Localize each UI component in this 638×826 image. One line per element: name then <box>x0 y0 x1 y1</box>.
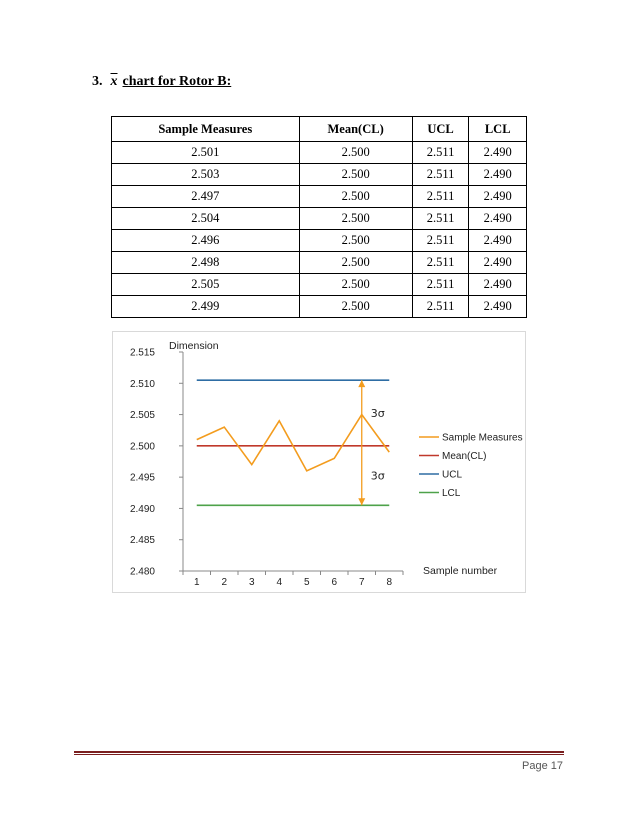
table-cell: 2.500 <box>299 252 412 274</box>
table-cell: 2.511 <box>412 186 469 208</box>
table-cell: 2.490 <box>469 186 527 208</box>
table-body <box>112 142 527 318</box>
y-tick-label: 2.480 <box>129 566 155 578</box>
table-cell: 2.500 <box>299 186 412 208</box>
table-cell: 2.511 <box>412 142 469 164</box>
table-cell: 2.511 <box>412 230 469 252</box>
legend-label: Mean(CL) <box>442 451 487 462</box>
table-cell: 2.504 <box>112 208 300 230</box>
column-header: Sample Measures <box>112 117 300 142</box>
section-heading <box>92 74 231 90</box>
rotor-b-table <box>111 116 527 318</box>
y-tick-label: 2.500 <box>129 441 155 453</box>
table-cell: 2.511 <box>412 208 469 230</box>
footer-rule-thick <box>74 751 564 753</box>
table-cell: 2.490 <box>469 296 527 318</box>
x-tick-label: 8 <box>386 577 393 588</box>
legend-label: Sample Measures <box>442 432 523 444</box>
x-bar-symbol: $\overline{x}$ <box>110 74 118 89</box>
page-number: Page 17 <box>522 760 563 772</box>
table-row <box>112 186 527 208</box>
table-row <box>112 142 527 164</box>
table-cell: 2.500 <box>299 208 412 230</box>
table-cell: 2.490 <box>469 142 527 164</box>
sigma-arrow-head <box>358 380 365 387</box>
legend-label: UCL <box>442 469 463 481</box>
table-cell: 2.497 <box>112 186 300 208</box>
table-row <box>112 274 527 296</box>
x-tick-label: 1 <box>193 577 200 588</box>
column-header: UCL <box>412 117 469 142</box>
sigma-arrow-head <box>358 498 365 505</box>
table-header-row <box>112 117 527 142</box>
x-tick-label: 5 <box>303 577 310 588</box>
x-tick-label: 7 <box>358 577 365 588</box>
table-row <box>112 296 527 318</box>
y-tick-label: 2.495 <box>129 472 155 484</box>
section-number: 3. <box>92 74 103 89</box>
section-title: chart for Rotor B: <box>122 74 232 89</box>
y-tick-label: 2.505 <box>129 410 155 422</box>
table-cell: 2.511 <box>412 296 469 318</box>
x-tick-label: 2 <box>221 577 228 588</box>
table-cell: 2.500 <box>299 142 412 164</box>
table-row <box>112 252 527 274</box>
table-cell: 2.490 <box>469 274 527 296</box>
table-cell: 2.498 <box>112 252 300 274</box>
y-tick-label: 2.485 <box>129 535 155 547</box>
sigma-annotation: 3σ <box>370 407 385 421</box>
sigma-annotation: 3σ <box>370 469 385 483</box>
table-cell: 2.496 <box>112 230 300 252</box>
series-line-sample-measures <box>197 415 390 471</box>
x-tick-label: 4 <box>276 577 283 588</box>
table-row <box>112 208 527 230</box>
table-cell: 2.490 <box>469 208 527 230</box>
chart-svg <box>113 332 525 592</box>
x-axis-label: Sample number <box>423 565 498 577</box>
table-row <box>112 230 527 252</box>
y-tick-label: 2.515 <box>129 347 155 359</box>
y-axis-label: Dimension <box>169 340 219 352</box>
table-row <box>112 164 527 186</box>
table-cell: 2.500 <box>299 230 412 252</box>
table-cell: 2.490 <box>469 230 527 252</box>
column-header: LCL <box>469 117 527 142</box>
table-cell: 2.500 <box>299 164 412 186</box>
table-cell: 2.511 <box>412 252 469 274</box>
xbar-chart <box>112 331 526 593</box>
table-cell: 2.511 <box>412 274 469 296</box>
table-cell: 2.500 <box>299 296 412 318</box>
y-tick-label: 2.510 <box>129 378 155 390</box>
table-cell: 2.490 <box>469 252 527 274</box>
legend-label: LCL <box>442 488 461 499</box>
table-cell: 2.490 <box>469 164 527 186</box>
x-tick-label: 6 <box>331 577 338 588</box>
y-tick-label: 2.490 <box>129 503 155 515</box>
table-cell: 2.511 <box>412 164 469 186</box>
table-cell: 2.501 <box>112 142 300 164</box>
column-header: Mean(CL) <box>299 117 412 142</box>
footer-rule-thin <box>74 754 564 755</box>
table-cell: 2.505 <box>112 274 300 296</box>
table-cell: 2.500 <box>299 274 412 296</box>
table-cell: 2.499 <box>112 296 300 318</box>
x-tick-label: 3 <box>248 577 255 588</box>
table-cell: 2.503 <box>112 164 300 186</box>
